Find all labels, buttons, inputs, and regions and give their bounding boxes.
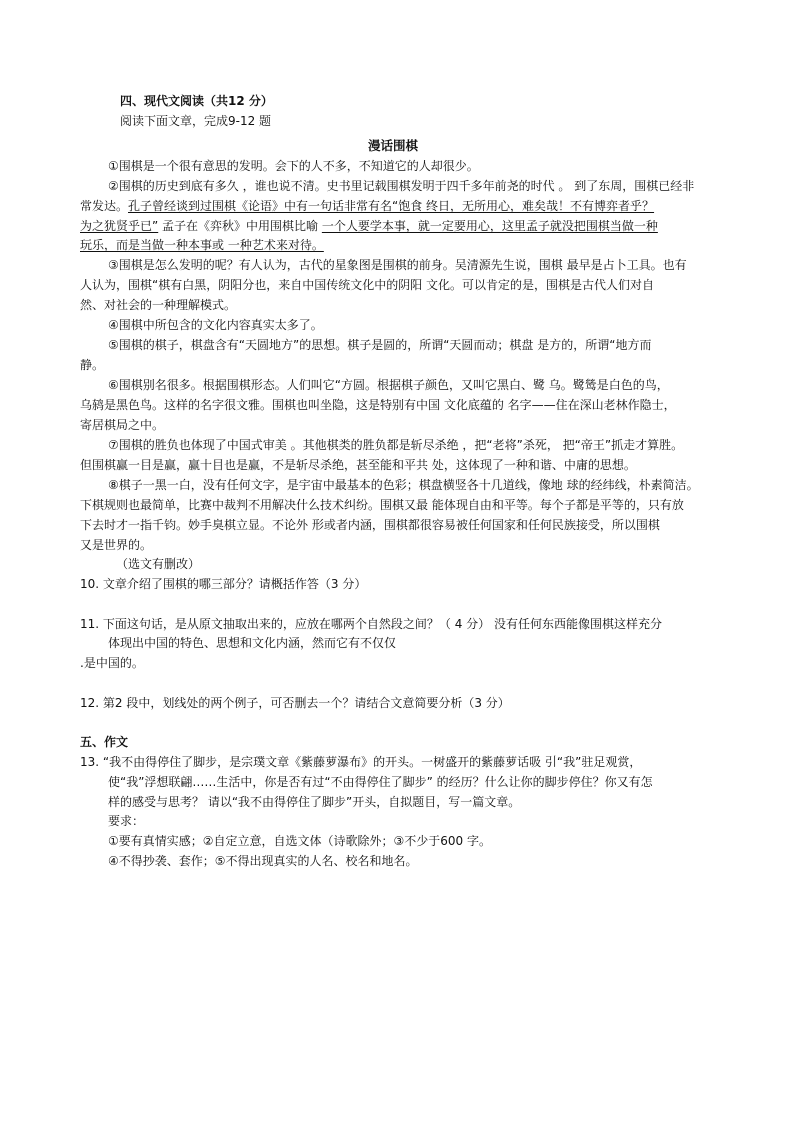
section-heading: 四、现代文阅读（共12 分） [120, 94, 273, 108]
question-11: 11. 下面这句话，是从原文抽取出来的，应放在哪两个自然段之间？（ 4 分） 没有任何东西能像围棋这样充分 [80, 617, 662, 631]
text-segment: 常发达。 [80, 199, 129, 213]
paragraph-line [80, 237, 324, 253]
requirement-item: ①要有真情实感；②自定立意，自选文体（诗歌除外；③不少于600 字。 [108, 834, 491, 848]
section-heading: 五、作文 [80, 735, 129, 749]
requirement-item: ④不得抄袭、套作；⑤不得出现真实的人名、校名和地名。 [108, 854, 418, 868]
underlined-example: 孔子曾经谈到过围棋《论语》中有一句话非常有名“饱食 终日，无所用心，难矣哉！不有博弈者乎？ [128, 199, 655, 213]
paragraph-line: 人认为，围棋“棋有白黑，阴阳分也，来自中国传统文化中的阴阳 文化。可以肯定的是，围棋是古代人们对自 [80, 278, 655, 292]
question-13-cont: 样的感受与思考？ 请以“我不由得停住了脚步”开头，自拟题目，写一篇文章。 [108, 795, 521, 809]
paragraph-line [80, 198, 654, 214]
paragraph-line: 乌鸫是黑色鸟。这样的名字很文雅。围棋也叫坐隐，这是特别有中国 文化底蕴的 名字——住在深山老林作隐士， [80, 398, 676, 412]
paragraph-line: ③围棋是怎么发明的呢？有人认为，古代的星象图是围棋的前身。吴清源先生说，围棋 最早是占卜工具。也有 [108, 258, 687, 272]
underlined-example: 玩乐，而是当做一种本事或 一种艺术来对待。 [80, 238, 324, 252]
paragraph-line: 下棋规则也最简单，比赛中裁判不用解决什么技术纠纷。围棋又最 能体现自由和平等。每个子都是平等的，只有放 [80, 498, 684, 512]
paragraph-line: ②围棋的历史到底有多久 ，谁也说不清。史书里记载围棋发明于四千多年前尧的时代 。 到了东周，围棋已经非 [108, 179, 695, 193]
question-13: 13. “我不由得停住了脚步，是宗璞文章《紫藤萝瀑布》的开头。一树盛开的紫藤萝话吸 引“我”驻足观赏， [80, 755, 642, 769]
text-segment: 孟子在《弈秋》中用围棋比喻 [158, 219, 322, 233]
paragraph-line: 然、对社会的一种理解模式。 [80, 298, 237, 312]
underlined-example: 为之犹贤乎已” [80, 219, 159, 233]
source-note: （选文有删改） [116, 557, 201, 571]
question-12: 12. 第2 段中，划线处的两个例子，可否删去一个？请结合文意简要分析（3 分） [80, 696, 510, 710]
paragraph-line: 寄居棋局之中。 [80, 418, 165, 432]
paragraph-line: ①围棋是一个很有意思的发明。会下的人不多，不知道它的人却很少。 [108, 159, 479, 173]
underlined-example: 一个人要学本事，就一定要用心，这里孟子就没把围棋当做一种 [321, 219, 658, 233]
paragraph-line: ⑥围棋别名很多。根据围棋形态。人们叫它“方圆。根据棋子颜色，又叫它黑白、鹭 乌。鹭鸶是白色的鸟， [108, 378, 669, 392]
paragraph-line: 但围棋赢一目是赢，赢十目也是赢，不是斩尽杀绝，甚至能和平共 处，这体现了一种和谐、中庸的思想。 [80, 458, 636, 472]
instruction-text: 阅读下面文章，完成9-12 题 [120, 114, 272, 128]
paragraph-line: ⑤围棋的棋子，棋盘含有“天圆地方”的思想。棋子是圆的，所谓“天圆而动；棋盘 是方的，所谓“地方而 [108, 338, 652, 352]
question-11-cont: 体现出中国的特色、思想和文化内涵，然而它有不仅仅 [108, 636, 397, 650]
paragraph-line: ⑧棋子一黑一白，没有任何文字，是宇宙中最基本的色彩；棋盘横竖各十几道线，像地 球的经纬线，朴素简洁。 [108, 478, 699, 492]
question-13-cont: 使“我”浮想联翩……生活中，你是否有过“不由得停住了脚步” 的经历？什么让你的脚步停住？你又有怎 [108, 775, 653, 789]
question-10: 10. 文章介绍了围棋的哪三部分？请概括作答（3 分） [80, 577, 367, 591]
paragraph-line: 又是世界的。 [80, 538, 153, 552]
question-11-cont: .是中国的。 [80, 656, 144, 670]
paragraph-line [80, 218, 658, 234]
paragraph-line: 静。 [80, 358, 105, 372]
requirements-label: 要求： [108, 814, 145, 828]
paragraph-line: ④围棋中所包含的文化内容真实太多了。 [108, 318, 323, 332]
paragraph-line: ⑦围棋的胜负也体现了中国式审美 。其他棋类的胜负都是斩尽杀绝 ，把“老将”杀死， 把“帝王”抓走才算胜。 [108, 438, 684, 452]
paragraph-line: 下去时才一指千钧。妙手臭棋立显。不论外 形或者内涵，围棋都很容易被任何国家和任何民族接受，所以围棋 [80, 518, 660, 532]
article-title: 漫话围棋 [368, 138, 419, 153]
